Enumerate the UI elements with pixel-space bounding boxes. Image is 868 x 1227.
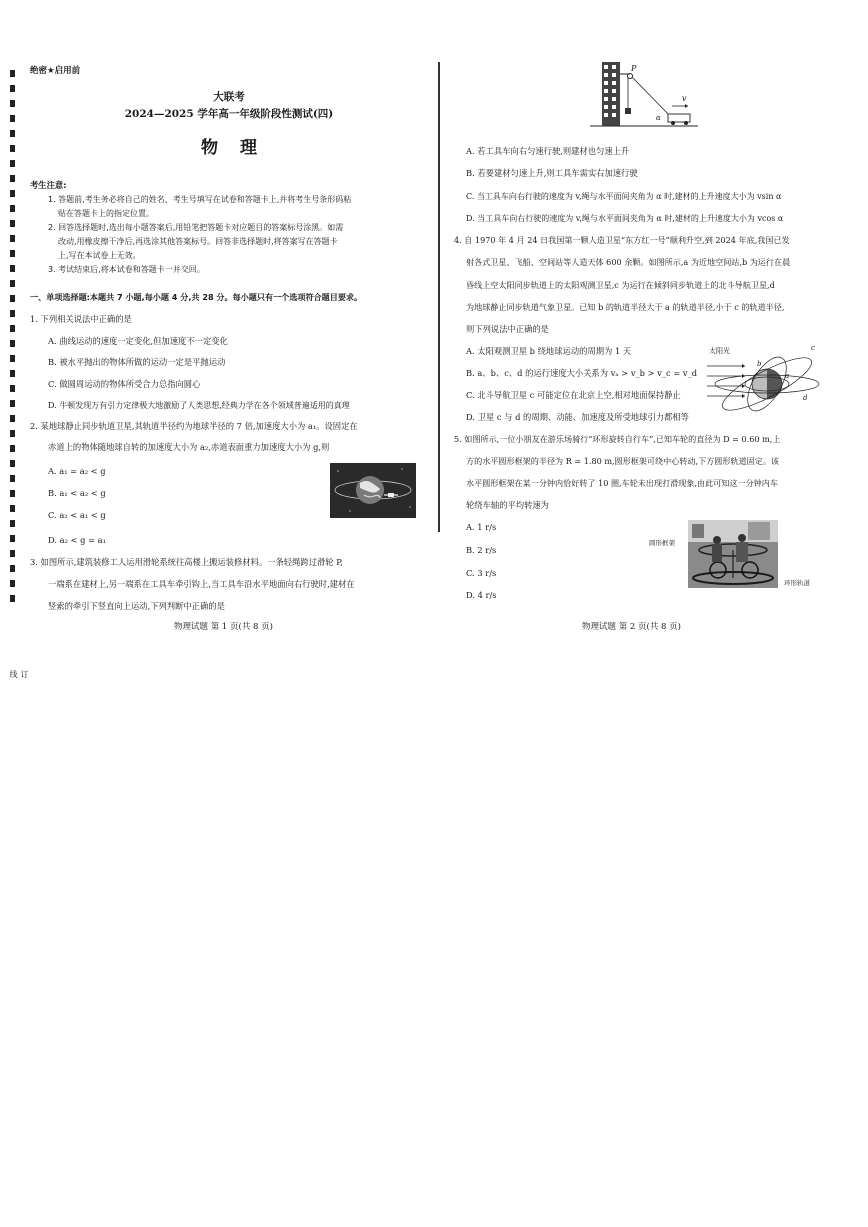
q4-stem: 射各式卫星、飞船、空间站等人造天体 600 余颗。如图所示,a 为近地空间站,b 为运行在晨 (466, 257, 791, 267)
orbit-figure (705, 342, 825, 427)
notice-item: 改动,用橡皮擦干净后,再选涂其他答案标号。回答非选择题时,将答案写在答题卡 (58, 237, 338, 246)
q2-option-c: C. a₂ < a₁ < g (48, 510, 106, 520)
binding-dash (10, 460, 15, 467)
q2-option-a: A. a₁ = a₂ < g (48, 466, 106, 476)
q4-stem: 则下列说法中正确的是 (466, 324, 549, 334)
earth-satellite-svg (330, 463, 416, 518)
label-track: 环形轨道 (784, 579, 810, 587)
q1-stem: 1. 下列相关说法中正确的是 (30, 314, 132, 324)
label-c: c (811, 344, 815, 352)
q5-option-d: D. 4 r/s (466, 590, 497, 600)
binding-dash (10, 175, 15, 182)
binding-dash (10, 85, 15, 92)
q4-stem: 4. 自 1970 年 4 月 24 日我国第一颗人造卫星“东方红一号”顺利升空,到 2024 年底,我国已发 (454, 235, 790, 245)
binding-dash (10, 415, 15, 422)
q3-stem: 3. 如图所示,建筑装修工人运用滑轮系统往高楼上搬运装修材料。一条轻绳跨过滑轮 P, (30, 557, 343, 567)
binding-dash (10, 190, 15, 197)
binding-text: 订线 (9, 670, 29, 678)
q1-option-a: A. 曲线运动的速度一定变化,但加速度不一定变化 (48, 336, 228, 346)
binding-dash (10, 580, 15, 587)
binding-dash (10, 520, 15, 527)
exam-title: 2024—2025 学年高一年级阶段性测试(四) (124, 108, 334, 120)
q5-stem: 5. 如图所示,一位小朋友在游乐场骑行“环形旋转自行车”,已知车轮的直径为 D = 0.60 m,上 (454, 434, 781, 444)
q3-option-c: C. 当工具车向右行驶的速度为 v,绳与水平面间夹角为 α 时,建材的上升速度大小为 vsin α (466, 192, 782, 201)
binding-dash (10, 280, 15, 287)
binding-dash (10, 115, 15, 122)
label-sunlight: 太阳光 (709, 347, 730, 355)
q4-option-a: A. 太阳观测卫星 b 绕地球运动的周期为 1 天 (466, 346, 632, 356)
binding-margin (6, 70, 29, 678)
q3-stem: 一端系在建材上,另一端系在工具车牵引钩上,当工具车沿水平地面向右行驶时,建材在 (48, 579, 355, 589)
section-title: 一、单项选择题:本题共 7 小题,每小题 4 分,共 28 分。每小题只有一个选项符合题目要求。 (30, 292, 363, 302)
q5-option-c: C. 3 r/s (466, 568, 497, 578)
q5-option-b: B. 2 r/s (466, 545, 497, 555)
ride-photo-svg (688, 520, 778, 588)
binding-dash (10, 445, 15, 452)
notice-heading: 考生注意: (30, 180, 67, 190)
binding-dash (10, 235, 15, 242)
q2-stem: 赤道上的物体随地球自转的加速度大小为 a₂,赤道表面重力加速度大小为 g,则 (48, 442, 330, 452)
q5-stem: 方的水平圆形框架的半径为 R = 1.80 m,圆形框架可绕中心转动,下方圆形轨道固定。该 (466, 456, 780, 466)
binding-dash (10, 145, 15, 152)
binding-dash (10, 550, 15, 557)
q3-option-a: A. 若工具车向右匀速行驶,则建材也匀速上升 (466, 146, 630, 156)
q3-stem: 竖索的牵引下竖直向上运动,下列判断中正确的是 (48, 601, 225, 611)
binding-dash (10, 205, 15, 212)
binding-dash (10, 430, 15, 437)
binding-dash (10, 595, 15, 602)
q4-stem: 昏线上空太阳同步轨道上的太阳观测卫星,c 为运行在倾斜同步轨道上的北斗导航卫星,d (466, 280, 775, 290)
binding-dash (10, 565, 15, 572)
binding-dash (10, 355, 15, 362)
label-a: a (785, 372, 790, 380)
secret-mark: 绝密★启用前 (30, 66, 81, 76)
notice-item: 上,写在本试卷上无效。 (58, 251, 141, 260)
ride-photo (688, 520, 778, 588)
notice-item: 2. 回答选择题时,选出每小题答案后,用铅笔把答题卡对应题目的答案标号涂黑。如需 (48, 223, 344, 232)
notice-item: 贴在答题卡上的指定位置。 (58, 209, 154, 218)
binding-dash (10, 475, 15, 482)
q4-option-b: B. a、b、c、d 的运行速度大小关系为 vₐ > v_b > v_c = v_d (466, 368, 698, 378)
pulley-building-figure (590, 60, 698, 132)
q2-option-b: B. a₁ < a₂ < g (48, 488, 106, 498)
binding-dash (10, 250, 15, 257)
q4-stem: 为地球静止同步轨道气象卫星。已知 b 的轨道半径大于 a 的轨道半径,小于 c 的轨道半径, (466, 302, 785, 312)
q5-stem: 轮绕车轴的平均转速为 (466, 500, 549, 510)
binding-dash (10, 535, 15, 542)
binding-dash (10, 400, 15, 407)
subject-title: 物理 (201, 138, 279, 158)
page-footer-left: 物理试题 第 1 页(共 8 页) (174, 622, 273, 632)
binding-dash (10, 130, 15, 137)
binding-dash (10, 310, 15, 317)
column-divider (438, 62, 440, 532)
page-footer-right: 物理试题 第 2 页(共 8 页) (582, 622, 681, 632)
binding-dash (10, 160, 15, 167)
binding-dash (10, 505, 15, 512)
q1-option-b: B. 被水平抛出的物体所做的运动一定是平抛运动 (48, 357, 226, 367)
binding-dash (10, 220, 15, 227)
label-d: d (803, 394, 808, 402)
label-p: P (631, 64, 637, 73)
binding-dash (10, 325, 15, 332)
label-alpha: α (656, 114, 661, 122)
q1-option-c: C. 做圆周运动的物体所受合力总指向圆心 (48, 379, 201, 389)
exam-name: 大联考 (213, 91, 245, 103)
earth-satellite-figure (330, 463, 416, 518)
notice-item: 1. 答题前,考生务必将自己的姓名、考生号填写在试卷和答题卡上,并将考生号条形码粘 (48, 195, 352, 204)
q3-option-d: D. 当工具车向右行驶的速度为 v,绳与水平面间夹角为 α 时,建材的上升速度大小为 vcos α (466, 214, 784, 223)
q2-stem: 2. 某地球静止同步轨道卫星,其轨道半径约为地球半径的 7 倍,加速度大小为 a₁。设固定在 (30, 421, 358, 431)
q5-stem: 水平圆形框架在某一分钟内恰好转了 10 圈,车轮未出现打滑现象,由此可知这一分钟内车 (466, 478, 778, 488)
q3-option-b: B. 若要建材匀速上升,则工具车需实右加速行驶 (466, 168, 638, 178)
label-b: b (757, 360, 762, 368)
binding-dash (10, 370, 15, 377)
label-frame: 圆形框架 (649, 539, 675, 547)
q5-option-a: A. 1 r/s (466, 522, 497, 532)
q2-option-d: D. a₂ < g = a₁ (48, 535, 106, 545)
binding-dash (10, 265, 15, 272)
binding-dash (10, 100, 15, 107)
q1-option-d: D. 牛顿发现万有引力定律极大地激励了人类思想,经典力学在各个领域普遍适用的真理 (48, 401, 350, 410)
binding-dash (10, 490, 15, 497)
label-v: v (682, 94, 687, 103)
binding-dash (10, 295, 15, 302)
q4-option-c: C. 北斗导航卫星 c 可能定位在北京上空,相对地面保持静止 (466, 390, 681, 400)
binding-dash (10, 385, 15, 392)
q4-option-d: D. 卫星 c 与 d 的周期、动能、加速度及所受地球引力都相等 (466, 412, 689, 422)
notice-item: 3. 考试结束后,将本试卷和答题卡一并交回。 (48, 265, 205, 274)
binding-dash (10, 340, 15, 347)
binding-dash (10, 70, 15, 77)
